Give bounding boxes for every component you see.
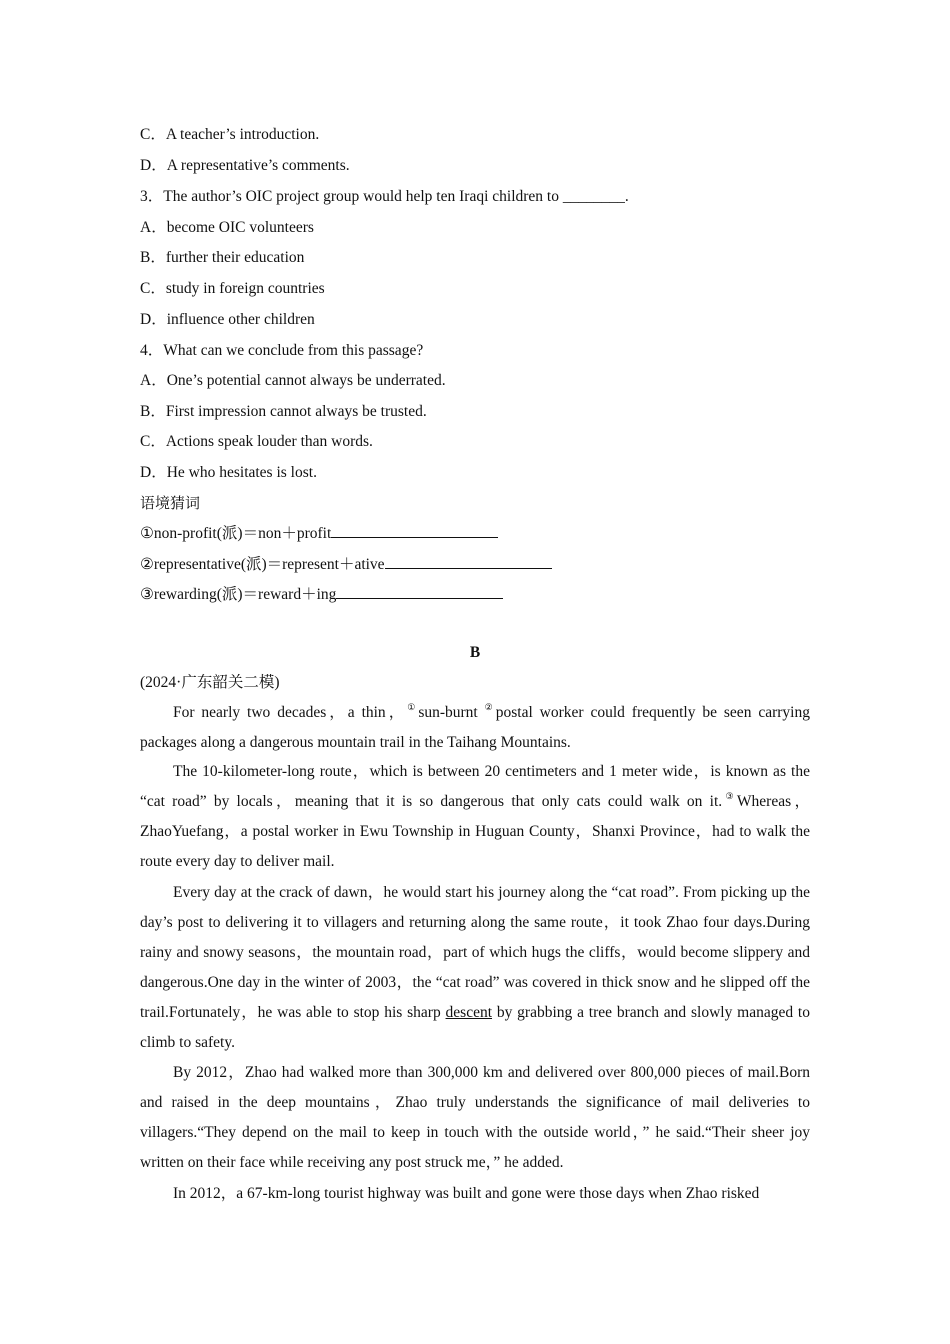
paragraph-text: For nearly two decades，a thin， — [173, 704, 408, 721]
option-letter: C． — [140, 280, 166, 297]
q3-option-a[interactable] — [140, 218, 314, 238]
q3-stem: 3．The author’s OIC project group would help ten Iraqi children to ________. — [140, 188, 629, 205]
q2-option-d[interactable] — [140, 156, 350, 176]
vocab-item-1 — [140, 523, 498, 544]
vocab-heading: 语境猜词 — [140, 494, 201, 512]
passage-paragraph-1 — [140, 698, 810, 758]
answer-blank[interactable] — [385, 554, 552, 569]
option-text: Actions speak louder than words. — [165, 433, 373, 450]
q4-option-c[interactable] — [140, 432, 373, 452]
section-title: B — [469, 644, 481, 661]
passage-paragraph-5: In 2012，a 67-km-long tourist highway was built and gone were those days when Zhao risked — [173, 1185, 760, 1202]
option-text: influence other children — [166, 311, 315, 328]
q3-option-d[interactable] — [140, 310, 315, 330]
option-letter: D． — [140, 157, 167, 174]
option-letter: D． — [140, 311, 167, 328]
option-text: One’s potential cannot always be underrated. — [166, 372, 446, 389]
option-letter: B． — [140, 249, 166, 266]
paragraph-text: Every day at the crack of dawn，he would start his journey along the “cat road”. From picking up the day’s post to delivering it to villagers and returning along the same route，it took Zhao four days.During rainy and snowy seasons，the mountain road，part of which hugs the cliffs，would become slippery and dangerous.One day in the winter of 2003，the “cat road” was covered in thick snow and he slipped off the trail.Fortunately，he was able to stop his sharp — [140, 884, 810, 1021]
option-letter: C． — [140, 126, 166, 143]
option-letter: A． — [140, 372, 167, 389]
underlined-word: descent — [445, 1004, 493, 1021]
q4-stem: 4．What can we conclude from this passage? — [140, 342, 424, 359]
option-text: First impression cannot always be trusted. — [165, 403, 427, 420]
q4-option-a[interactable] — [140, 371, 446, 391]
footnote-marker: ③ — [722, 791, 737, 801]
footnote-marker: ② — [484, 702, 496, 712]
paragraph-text: Whereas，ZhaoYuefang，a postal worker in Ewu Township in Huguan County，Shanxi Province，had to walk the route every day to deliver mail. — [140, 793, 810, 870]
passage-paragraph-3 — [140, 878, 810, 1058]
vocab-item-text: ①non-profit(派)＝non＋profit — [140, 525, 332, 542]
paragraph-text: sun-burnt — [418, 704, 485, 721]
vocab-item-3 — [140, 584, 503, 605]
q3-option-b[interactable] — [140, 248, 304, 268]
q3-option-c[interactable] — [140, 279, 325, 299]
option-text: A teacher’s introduction. — [165, 126, 320, 143]
source-note: (2024·广东韶关二模) — [140, 674, 280, 691]
option-text: further their education — [165, 249, 305, 266]
answer-blank[interactable] — [336, 584, 503, 599]
option-letter: B． — [140, 403, 166, 420]
vocab-item-text: ②representative(派)＝represent＋ative — [140, 556, 385, 573]
option-text: He who hesitates is lost. — [166, 464, 317, 481]
passage-paragraph-2 — [140, 757, 810, 877]
footnote-marker: ① — [407, 702, 419, 712]
paragraph-text: postal worker could frequently be seen carrying packages along a dangerous mountain trail in the Taihang Mountains. — [140, 704, 810, 751]
vocab-item-2 — [140, 554, 552, 575]
paragraph-text: by grabbing a tree branch and slowly managed to climb to safety. — [140, 1004, 810, 1051]
vocab-item-text: ③rewarding(派)＝reward＋ing — [140, 586, 337, 603]
answer-blank[interactable] — [331, 523, 498, 538]
q4-option-d[interactable] — [140, 463, 317, 483]
option-letter: D． — [140, 464, 167, 481]
option-text: become OIC volunteers — [166, 219, 314, 236]
option-text: study in foreign countries — [165, 280, 325, 297]
passage-paragraph-4: By 2012，Zhao had walked more than 300,000 km and delivered over 800,000 pieces of mail.Born and raised in the deep mountains，Zhao truly understands the significance of mail deliveries to villagers.“They depend on the mail to keep in touch with the outside world，” he said.“Their sheer joy written on their face while receiving any post struck me，” he added. — [140, 1064, 810, 1171]
q4-option-b[interactable] — [140, 402, 427, 422]
q2-option-c[interactable] — [140, 125, 319, 145]
option-text: A representative’s comments. — [166, 157, 350, 174]
option-letter: C． — [140, 433, 166, 450]
paragraph-text: The 10-kilometer-long route，which is between 20 centimeters and 1 meter wide，is known as the “cat road” by locals，meaning that it is so dangerous that only cats could walk on it. — [140, 763, 810, 810]
option-letter: A． — [140, 219, 167, 236]
